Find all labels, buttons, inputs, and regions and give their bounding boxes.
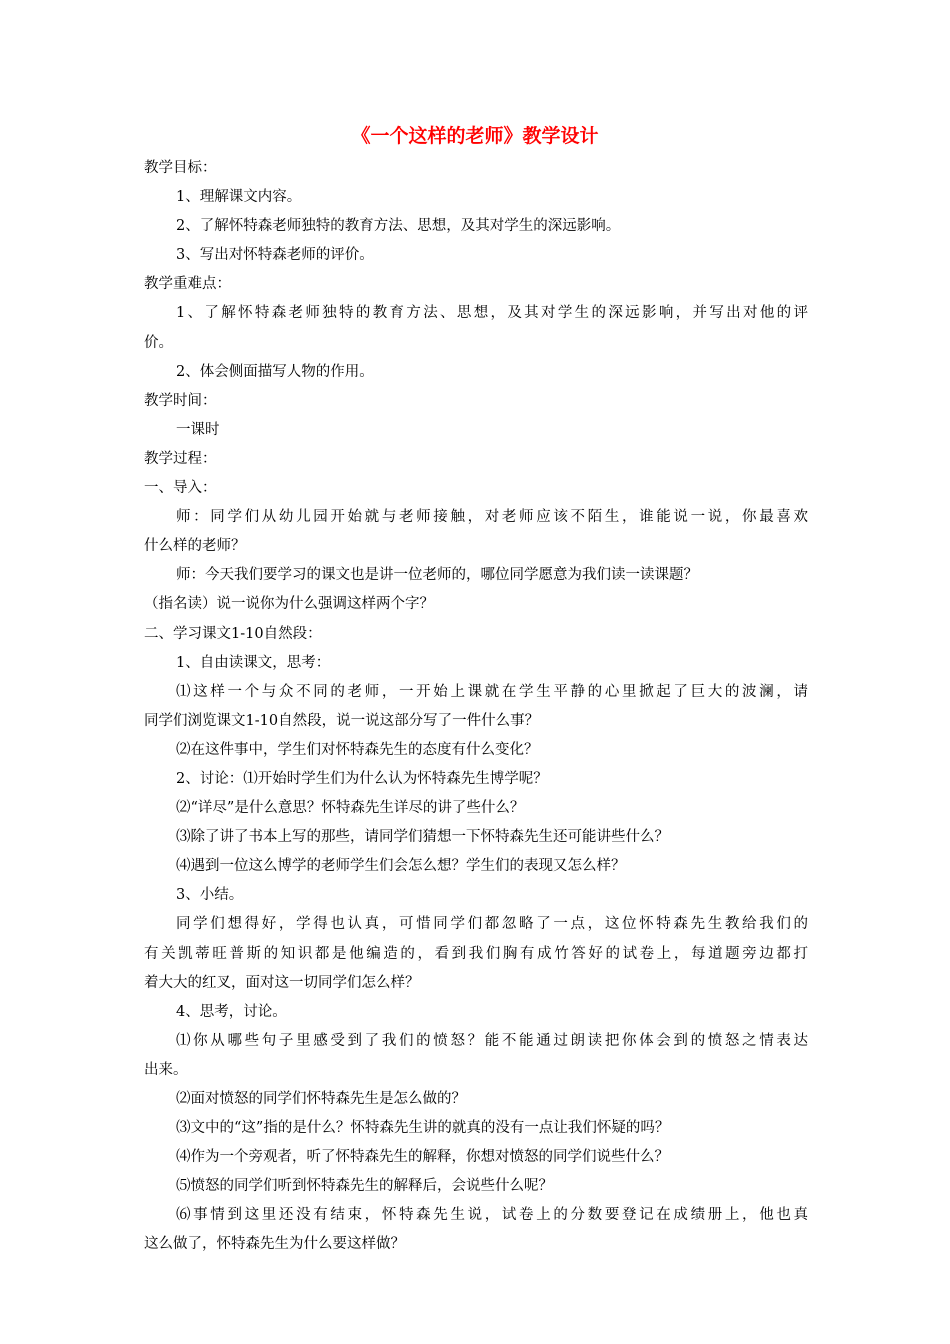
text-line: 2、讨论：⑴开始时学生们为什么认为怀特森先生博学呢？	[176, 770, 548, 787]
text-line: ⑵“详尽”是什么意思？怀特森先生详尽的讲了些什么？	[176, 800, 525, 817]
text-line: 同学们想得好，学得也认真，可惜同学们都忽略了一点，这位怀特森先生教给我们的	[176, 916, 808, 933]
text-line: ⑶文中的“这”指的是什么？怀特森先生讲的就真的没有一点让我们怀疑的吗？	[176, 1120, 670, 1137]
document-title: 《一个这样的老师》教学设计	[351, 125, 599, 147]
text-line: 价。	[144, 334, 173, 351]
text-line: 出来。	[144, 1061, 188, 1078]
text-line: ⑵在这件事中，学生们对怀特森先生的态度有什么变化？	[176, 741, 539, 758]
text-line: 3、写出对怀特森老师的评价。	[176, 247, 374, 264]
text-line: 2、体会侧面描写人物的作用。	[176, 363, 374, 380]
text-line: 有关凯蒂旺普斯的知识都是他编造的，看到我们胸有成竹答好的试卷上，每道题旁边都打	[144, 945, 808, 962]
text-line: 1、自由读课文，思考：	[176, 654, 331, 671]
text-line: 1、理解课文内容。	[176, 189, 302, 206]
text-line: ⑷作为一个旁观者，听了怀特森先生的解释，你想对愤怒的同学们说些什么？	[176, 1149, 669, 1166]
text-line: ⑸愤怒的同学们听到怀特森先生的解释后，会说些什么呢？	[176, 1178, 553, 1195]
text-line: ⑴你从哪些句子里感受到了我们的愤怒？能不能通过朗读把你体会到的愤怒之情表达	[176, 1032, 808, 1049]
text-line: ⑴这样一个与众不同的老师，一开始上课就在学生平静的心里掀起了巨大的波澜，请	[176, 683, 808, 700]
text-line: 着大大的红叉，面对这一切同学们怎么样？	[144, 974, 420, 991]
text-line: 二、学习课文1-10自然段：	[144, 625, 322, 642]
text-line: 一、导入：	[144, 480, 217, 497]
text-line: 教学重难点：	[144, 276, 231, 293]
text-line: ⑵面对愤怒的同学们怀特森先生是怎么做的？	[176, 1091, 466, 1107]
text-line: 3、小结。	[176, 887, 244, 904]
text-line: 同学们浏览课文1-10自然段，说一说这部分写了一件什么事？	[144, 712, 540, 729]
text-line: 4、思考，讨论。	[176, 1003, 287, 1020]
text-line: 师：今天我们要学习的课文也是讲一位老师的，哪位同学愿意为我们读一读课题？	[176, 567, 698, 584]
text-line: ⑹事情到这里还没有结束，怀特森先生说，试卷上的分数要登记在成绩册上，他也真	[176, 1207, 808, 1224]
text-line: 教学时间：	[144, 392, 217, 409]
text-line: 教学过程：	[144, 450, 217, 467]
text-line: 2、了解怀特森老师独特的教育方法、思想，及其对学生的深远影响。	[176, 218, 621, 235]
text-line: 教学目标：	[144, 160, 217, 176]
document-body	[144, 154, 808, 1260]
text-line: ⑶除了讲了书本上写的那些，请同学们猜想一下怀特森先生还可能讲些什么？	[176, 829, 669, 846]
text-line: （指名读）说一说你为什么强调这样两个字？	[144, 596, 434, 613]
text-line: 什么样的老师？	[144, 538, 246, 555]
text-line: 1、了解怀特森老师独特的教育方法、思想，及其对学生的深远影响，并写出对他的评	[176, 305, 808, 322]
text-line: 一课时	[176, 421, 220, 438]
text-line: ⑷遇到一位这么博学的老师学生们会怎么想？学生们的表现又怎么样？	[176, 858, 626, 875]
text-line: 这么做了，怀特森先生为什么要这样做？	[144, 1236, 405, 1253]
text-line: 师：同学们从幼儿园开始就与老师接触，对老师应该不陌生，谁能说一说，你最喜欢	[176, 509, 808, 526]
